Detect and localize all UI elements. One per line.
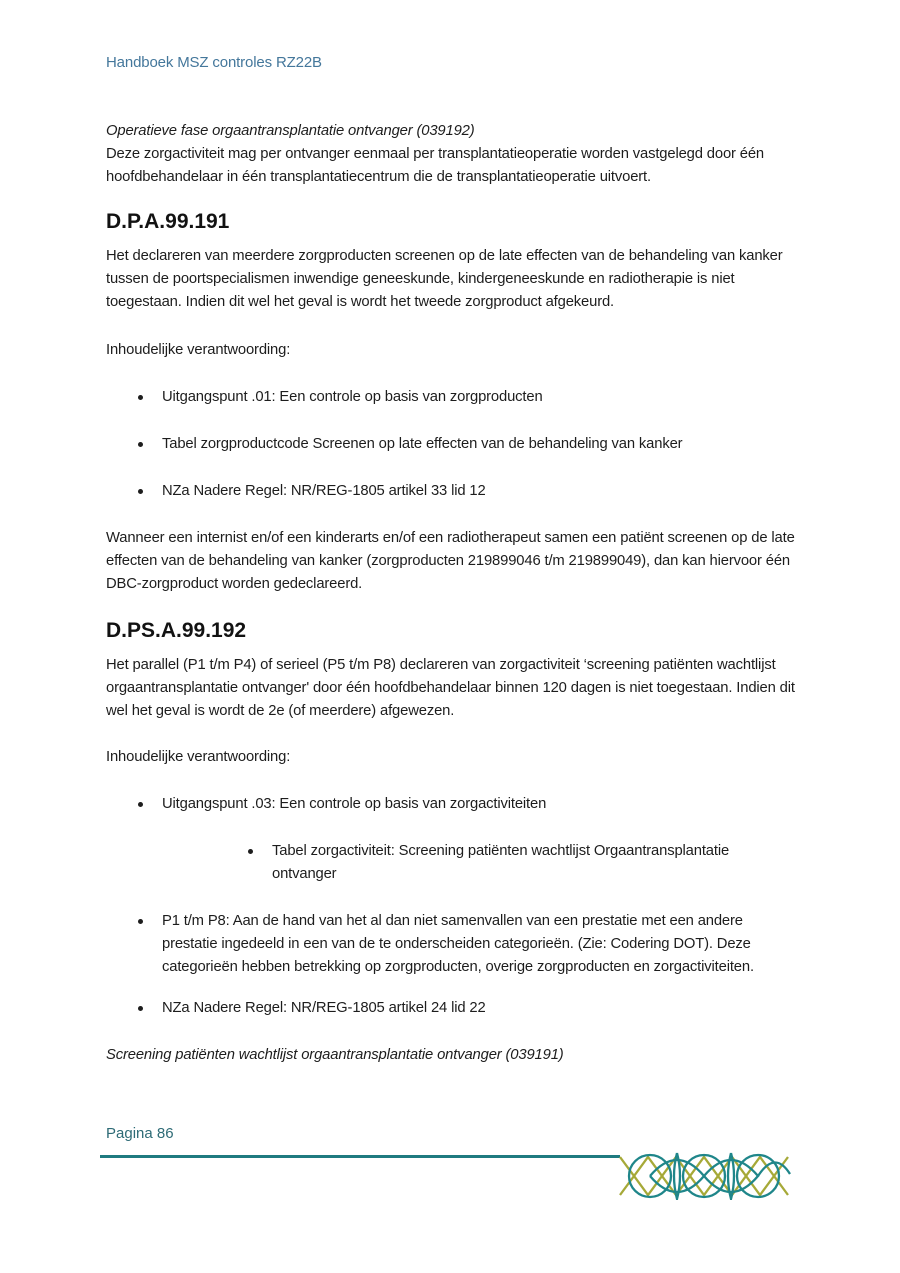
bullet-marker: [248, 840, 272, 886]
bullet-text: Uitgangspunt .03: Een controle op basis van zorgactiviteiten: [162, 796, 547, 812]
document-header-title: Handboek MSZ controles RZ22B: [106, 54, 322, 71]
bullet-text: NZa Nadere Regel: NR/REG-1805 artikel 33 lid 12: [162, 483, 486, 499]
bullet-marker: [138, 433, 162, 456]
intro-block: [106, 120, 796, 189]
page-number: Pagina 86: [106, 1125, 174, 1142]
bullet-text: P1 t/m P8: Aan de hand van het al dan niet samenvallen van een prestatie met een andere prestatie ingedeeld in een van de te onderscheiden categorieën. (Zie: Codering DOT). Deze categorieën hebben betrekking op zorgproducten, overige zorgproducten en zorgactiviteiten.: [162, 913, 754, 975]
bullet-marker: [138, 480, 162, 503]
bullet-text: Tabel zorgproductcode Screenen op late effecten van de behandeling van kanker: [162, 436, 683, 452]
subsection-title-screening: Screening patiënten wachtlijst orgaantransplantatie ontvanger (039191): [106, 1047, 564, 1063]
logo-teal-circles: [629, 1153, 790, 1199]
bullet-item: [106, 910, 796, 979]
bullet-item: [106, 793, 796, 816]
section1-paragraph: Het declareren van meerdere zorgproducten screenen op de late effecten van de behandeling van kanker tussen de poortspecialismen inwendige geneeskunde, kindergeneeskunde en radiotherapie is niet toegestaan. Indien dit wel het geval is wordt het tweede zorgproduct afgekeurd.: [106, 248, 783, 310]
section-heading-dpsa-99-192: D.PS.A.99.192: [106, 619, 247, 642]
bullet-item: [106, 386, 796, 409]
bullet-marker: [138, 793, 162, 816]
bullet-text: Tabel zorgactiviteit: Screening patiënten wachtlijst Orgaantransplantatie ontvanger: [272, 843, 730, 882]
bullet-marker: [138, 997, 162, 1020]
bullet-marker: [138, 386, 162, 409]
section1-closing-paragraph: Wanneer een internist en/of een kinderarts en/of een radiotherapeut samen een patiënt screenen op de late effecten van de behandeling van kanker (zorgproducten 219899046 t/m 219899049), dan kan hiervoor één DBC-zorgproduct worden gedeclareerd.: [106, 530, 795, 592]
bullet-text: Uitgangspunt .01: Een controle op basis van zorgproducten: [162, 389, 543, 405]
section-heading-dpa-99-191: D.P.A.99.191: [106, 210, 230, 233]
intro-paragraph: Deze zorgactiviteit mag per ontvanger eenmaal per transplantatieoperatie worden vastgelegd door één hoofdbehandelaar in één transplantatiecentrum die de transplantatieoperatie uitvoert.: [106, 146, 764, 185]
bullet-item-nested: [106, 840, 796, 886]
bullet-marker: [138, 910, 162, 979]
bullet-text: NZa Nadere Regel: NR/REG-1805 artikel 24 lid 22: [162, 1000, 486, 1016]
section2-verantwoording-label: Inhoudelijke verantwoording:: [106, 749, 291, 765]
bullet-item: [106, 997, 796, 1020]
document-content: [106, 0, 796, 1067]
logo-pattern: [618, 1152, 792, 1200]
bullet-item: [106, 433, 796, 456]
subsection-title-operatieve-fase: Operatieve fase orgaantransplantatie ontvanger (039192): [106, 123, 475, 139]
bullet-item: [106, 480, 796, 503]
section2-paragraph: Het parallel (P1 t/m P4) of serieel (P5 t/m P8) declareren van zorgactiviteit ‘screening patiënten wachtlijst orgaantransplantatie ontvanger' door één hoofdbehandelaar binnen 120 dagen is niet toegestaan. Indien dit wel het geval is wordt de 2e (of meerdere) afgewezen.: [106, 657, 795, 719]
section1-verantwoording-label: Inhoudelijke verantwoording:: [106, 342, 291, 358]
footer-rule: [100, 1155, 620, 1158]
